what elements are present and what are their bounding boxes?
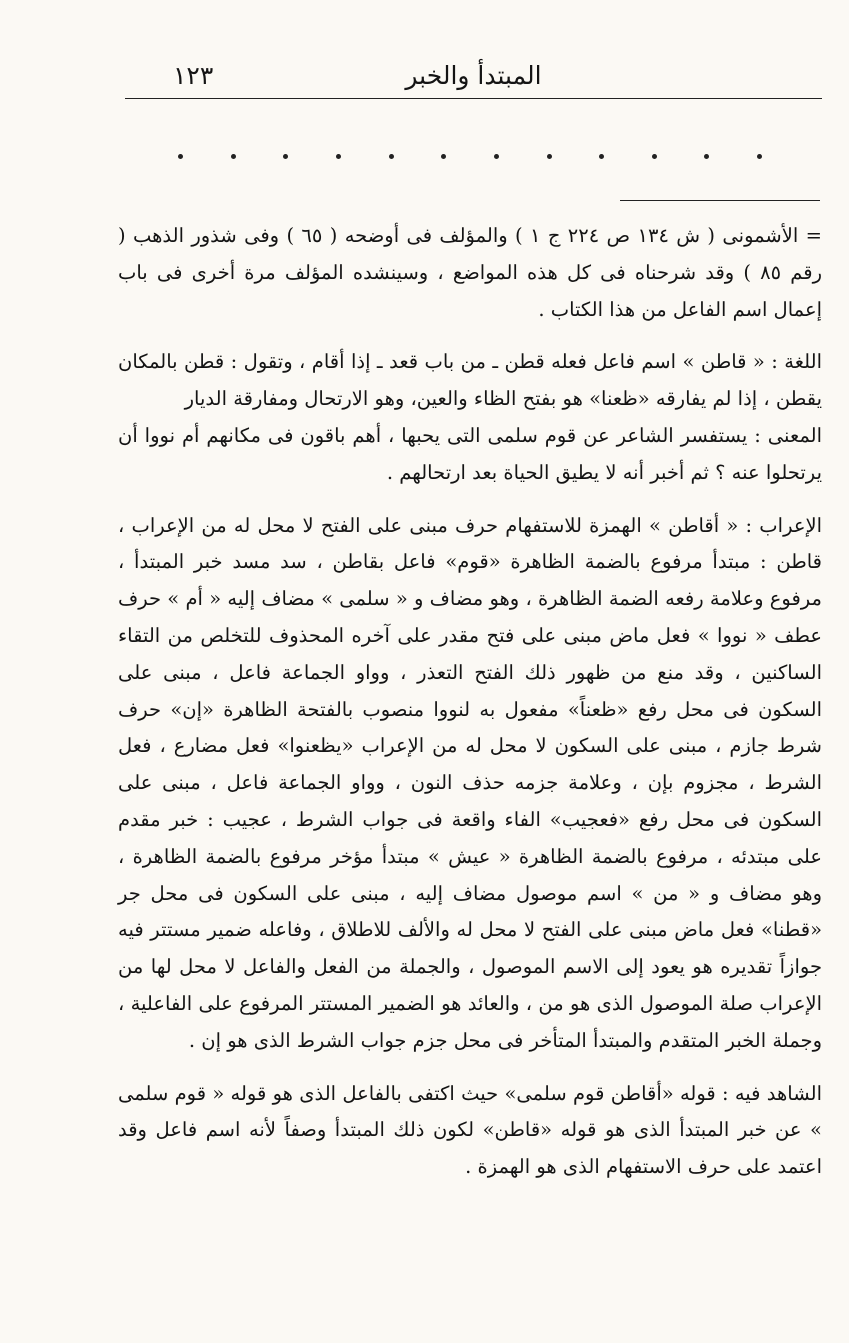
dot-icon [547, 154, 552, 159]
dot-icon [283, 154, 288, 159]
dot-icon [652, 154, 657, 159]
footnote-divider [620, 200, 820, 201]
footnote-continuation: = الأشمونى ( ش ١٣٤ ص ٢٢٤ ج ١ ) والمؤلف فى أوضحه ( ٦٥ ) وفى شذور الذهب ( رقم ٨٥ ) وقد شرحناه فى كل هذه المواضع ، وسينشده المؤلف مرة أخرى فى باب إعمال اسم الفاعل من هذا الكتاب . [118, 224, 822, 321]
meaning-paragraph: المعنى : يستفسر الشاعر عن قوم سلمى التى يحبها ، أهم باقون فى مكانهم أم نووا أن يرتحلوا عنه ؟ ثم أخبر أنه لا يطيق الحياة بعد ارتحالهم . [118, 423, 822, 484]
ornament-dots [130, 140, 810, 170]
dot-icon [441, 154, 446, 159]
dot-icon [231, 154, 236, 159]
dot-icon [599, 154, 604, 159]
chapter-title: المبتدأ والخبر [405, 61, 542, 90]
running-header [125, 58, 822, 99]
language-paragraph: اللغة : « قاطن » اسم فاعل فعله قطن ـ من باب قعد ـ إذا أقام ، وتقول : قطن بالمكان يقطن ، إذا لم يفارقه «ظعنا» هو بفتح الظاء والعين، وهو الارتحال ومفارقة الديار [118, 350, 822, 411]
evidence-paragraph: الشاهد فيه : قوله «أقاطن قوم سلمى» حيث اكتفى بالفاعل الذى هو قوله « قوم سلمى » عن خبر المبتدأ الذى هو قوله «قاطن» لكون ذلك المبتدأ وصفاً لأنه اسم فاعل وقد اعتمد على حرف الاستفهام الذى هو الهمزة . [118, 1081, 822, 1179]
page-number: ١٢٣ [173, 61, 214, 90]
dot-icon [336, 154, 341, 159]
dot-icon [494, 154, 499, 159]
dot-icon [757, 154, 762, 159]
dot-icon [178, 154, 183, 159]
parsing-paragraph: الإعراب : « أقاطن » الهمزة للاستفهام حرف مبنى على الفتح لا محل له من الإعراب ، قاطن : مبتدأ مرفوع بالضمة الظاهرة «قوم» فاعل بقاطن ، سد مسد خبر المبتدأ ، مرفوع وعلامة رفعه الضمة الظاهرة ، وهو مضاف و « سلمى » مضاف إليه « أم » حرف عطف « نووا » فعل ماض مبنى على فتح مقدر على آخره المحذوف للتخلص من التقاء الساكنين ، وقد منع من ظهور ذلك الفتح التعذر ، وواو الجماعة فاعل ، مبنى على السكون فى محل رفع «ظعناً» مفعول به لنووا منصوب بالفتحة الظاهرة «إن» حرف شرط جازم ، مبنى على السكون لا محل له من الإعراب «يظعنوا» فعل مضارع ، فعل الشرط ، مجزوم بإن ، وعلامة جزمه حذف النون ، وواو الجماعة فاعل ، مبنى على السكون فى محل رفع «فعجيب» الفاء واقعة فى جواب الشرط ، عجيب : خبر مقدم على مبتدئه ، مرفوع بالضمة الظاهرة « عيش » مبتدأ مؤخر مرفوع بالضمة الظاهرة ، وهو مضاف و « من » اسم موصول مضاف إليه ، مبنى على السكون فى محل جر «قطنا» فعل ماض مبنى على الفتح لا محل له والألف للاطلاق ، وفاعله ضمير مستتر فيه جوازاً تقديره هو يعود إلى الاسم الموصول ، والجملة من الفعل والفاعل لا محل لها من الإعراب صلة الموصول الذى هو من ، والعائد هو الضمير المستتر المرفوع على الفاعلية ، وجملة الخبر المتقدم والمبتدأ المتأخر فى محل جزم جواب الشرط الذى هو إن . [118, 513, 822, 1052]
dot-icon [704, 154, 709, 159]
dot-icon [389, 154, 394, 159]
footnote-body [118, 218, 822, 1202]
